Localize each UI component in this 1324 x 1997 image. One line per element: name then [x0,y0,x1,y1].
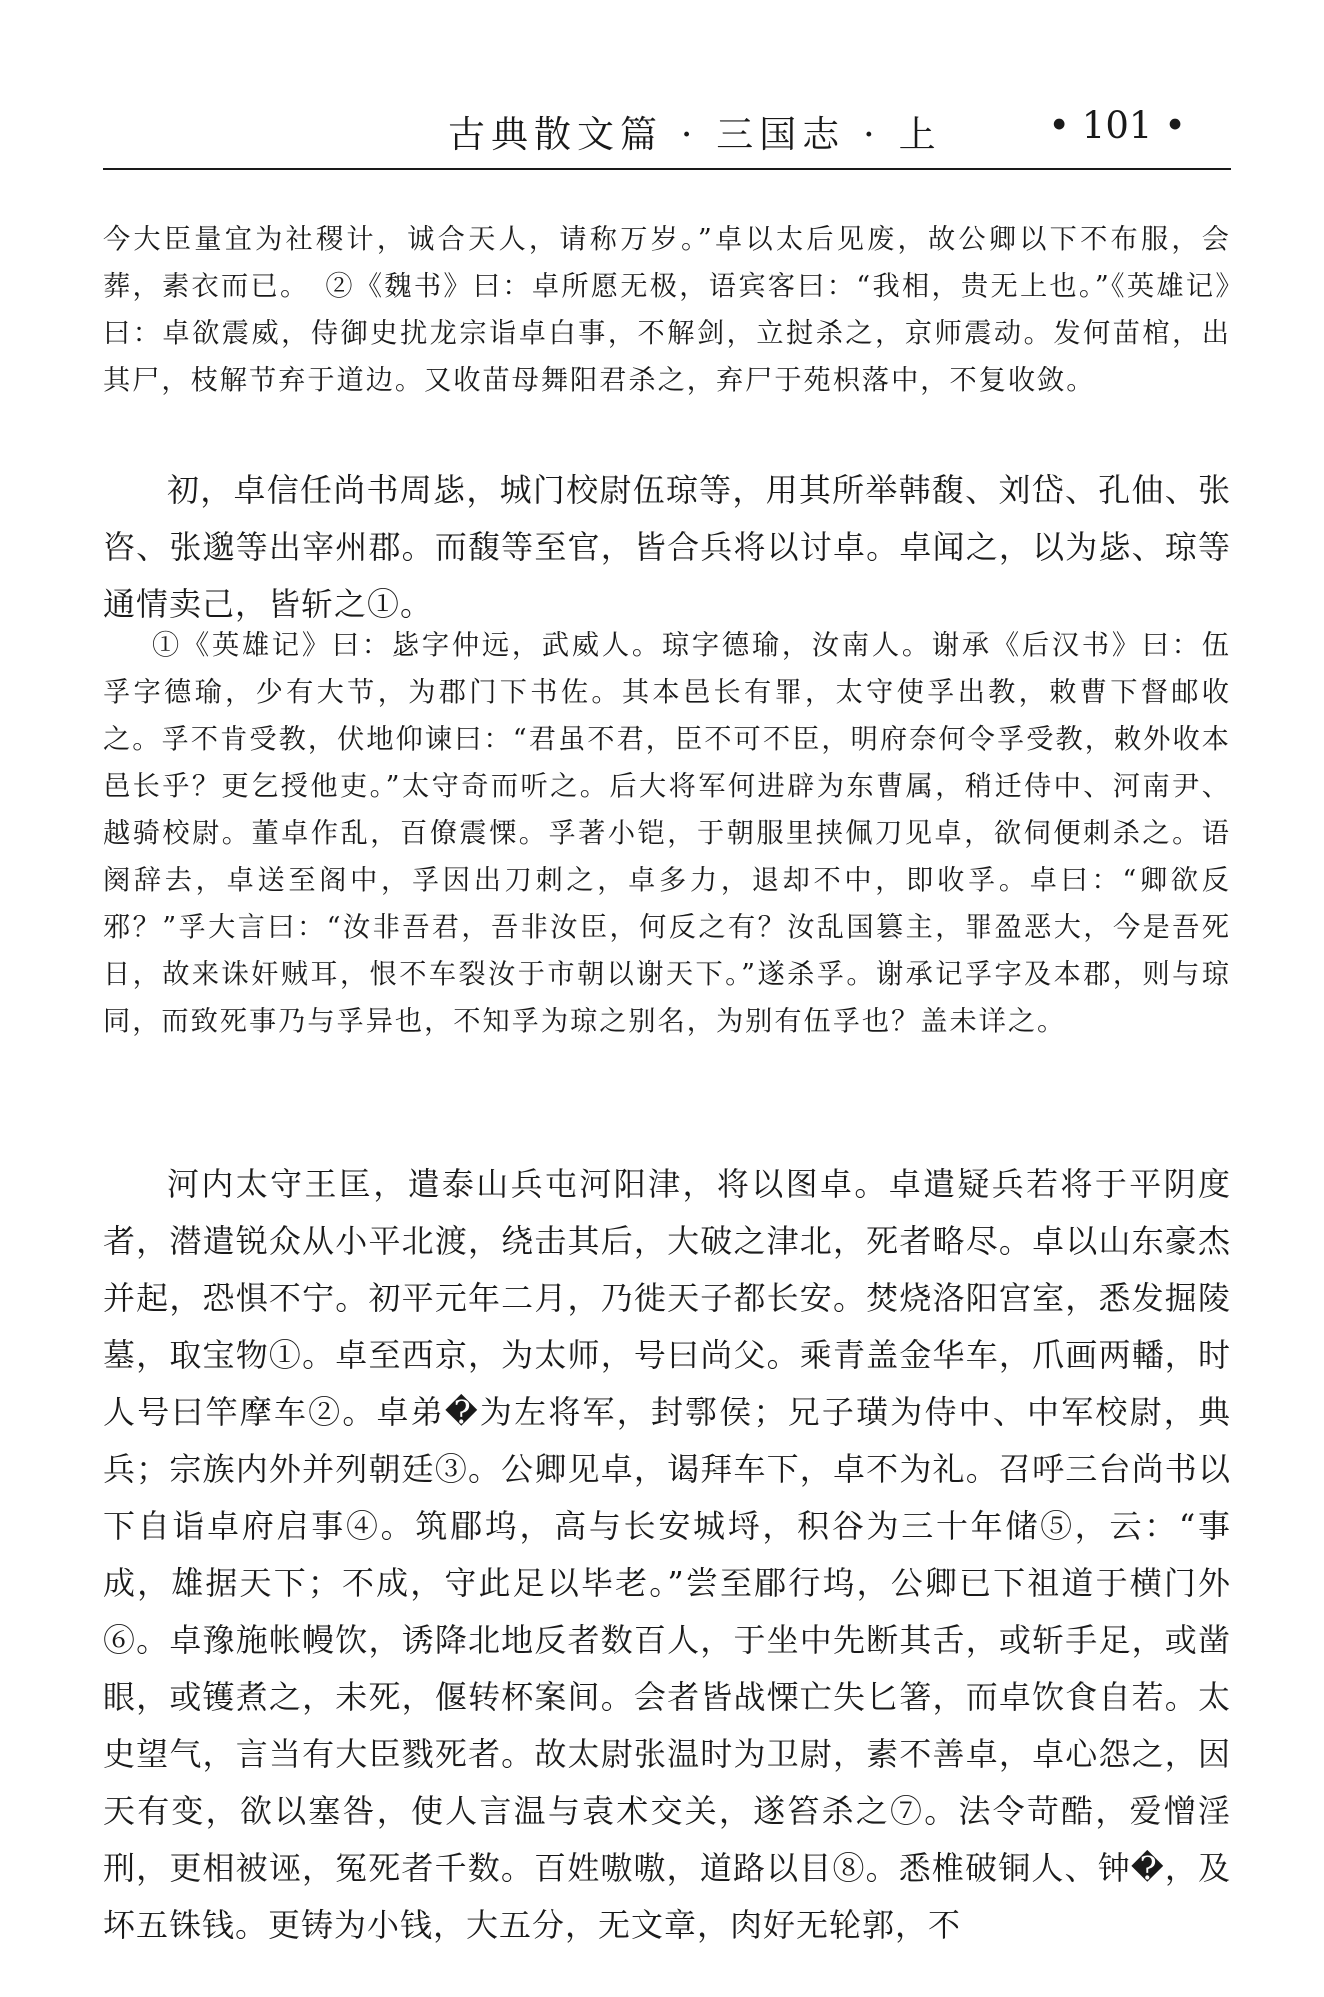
main-paragraph: 河内太守王匡，遣泰山兵屯河阳津，将以图卓。卓遣疑兵若将于平阴度者，潜遣锐众从小平北渡，绕击其后，大破之津北，死者略尽。卓以山东豪杰并起，恐惧不宁。初平元年二月，乃徙天子都长安。焚烧洛阳宫室，悉发掘陵墓，取宝物①。卓至西京，为太师，号曰尚父。乘青盖金华车，爪画两轓，时人号曰竿摩车②。卓弟�为左将军，封鄠侯；兄子璜为侍中、中军校尉，典兵；宗族内外并列朝廷③。公卿见卓，谒拜车下，卓不为礼。召呼三台尚书以下自诣卓府启事④。筑郿坞，高与长安城埒，积谷为三十年储⑤，云：“事成，雄据天下；不成，守此足以毕老。”尝至郿行坞，公卿已下祖道于横门外⑥。卓豫施帐幔饮，诱降北地反者数百人，于坐中先断其舌，或斩手足，或凿眼，或镬煮之，未死，偃转杯案间。会者皆战慄亡失匕箸，而卓饮食自若。太史望气，言当有大臣戮死者。故太尉张温时为卫尉，素不善卓，卓心怨之，因天有变，欲以塞咎，使人言温与袁术交关，遂笞杀之⑦。法令苛酷，爱憎淫刑，更相被诬，冤死者千数。百姓嗷嗷，道路以目⑧。悉椎破铜人、钟�，及坏五铢钱。更铸为小钱，大五分，无文章，肉好无轮郭，不 [103,1165,1231,1944]
header-title: 古典散文篇 · 三国志 · 上 [448,113,942,156]
page-number: • 101 • [1048,104,1186,147]
annotation-block [103,216,1231,404]
annotation-block [103,622,1231,1045]
main-text-block [103,462,1231,633]
running-header [103,84,1231,170]
main-text-block [103,1156,1231,1954]
annotation-paragraph: ①《英雄记》曰：毖字仲远，武威人。琼字德瑜，汝南人。谢承《后汉书》曰：伍孚字德瑜，少有大节，为郡门下书佐。其本邑长有罪，太守使孚出教，敕曹下督邮收之。孚不肯受教，伏地仰谏曰：“君虽不君，臣不可不臣，明府奈何令孚受教，敕外收本邑长乎？更乞授他吏。”太守奇而听之。后大将军何进辟为东曹属，稍迁侍中、河南尹、越骑校尉。董卓作乱，百僚震慄。孚著小铠，于朝服里挟佩刀见卓，欲伺便刺杀之。语阕辞去，卓送至阁中，孚因出刀刺之，卓多力，退却不中，即收孚。卓曰：“卿欲反邪？”孚大言曰：“汝非吾君，吾非汝臣，何反之有？汝乱国篡主，罪盈恶大，今是吾死日，故来诛奸贼耳，恨不车裂汝于市朝以谢天下。”遂杀孚。谢承记孚字及本郡，则与琼同，而致死事乃与孚异也，不知孚为琼之别名，为别有伍孚也？盖未详之。 [103,630,1231,1037]
main-paragraph: 初，卓信任尚书周毖，城门校尉伍琼等，用其所举韩馥、刘岱、孔伷、张咨、张邈等出宰州郡。而馥等至官，皆合兵将以讨卓。卓闻之，以为毖、琼等通情卖己，皆斩之①。 [103,471,1231,623]
annotation-paragraph: 今大臣量宜为社稷计，诚合天人，请称万岁。”卓以太后见废，故公卿以下不布服，会葬，素衣而已。 ②《魏书》曰：卓所愿无极，语宾客曰：“我相，贵无上也。”《英雄记》曰：卓欲震威，侍御史扰龙宗诣卓白事，不解剑，立挝杀之，京师震动。发何苗棺，出其尸，枝解节弃于道边。又收苗母舞阳君杀之，弃尸于苑枳落中，不复收敛。 [103,224,1231,396]
